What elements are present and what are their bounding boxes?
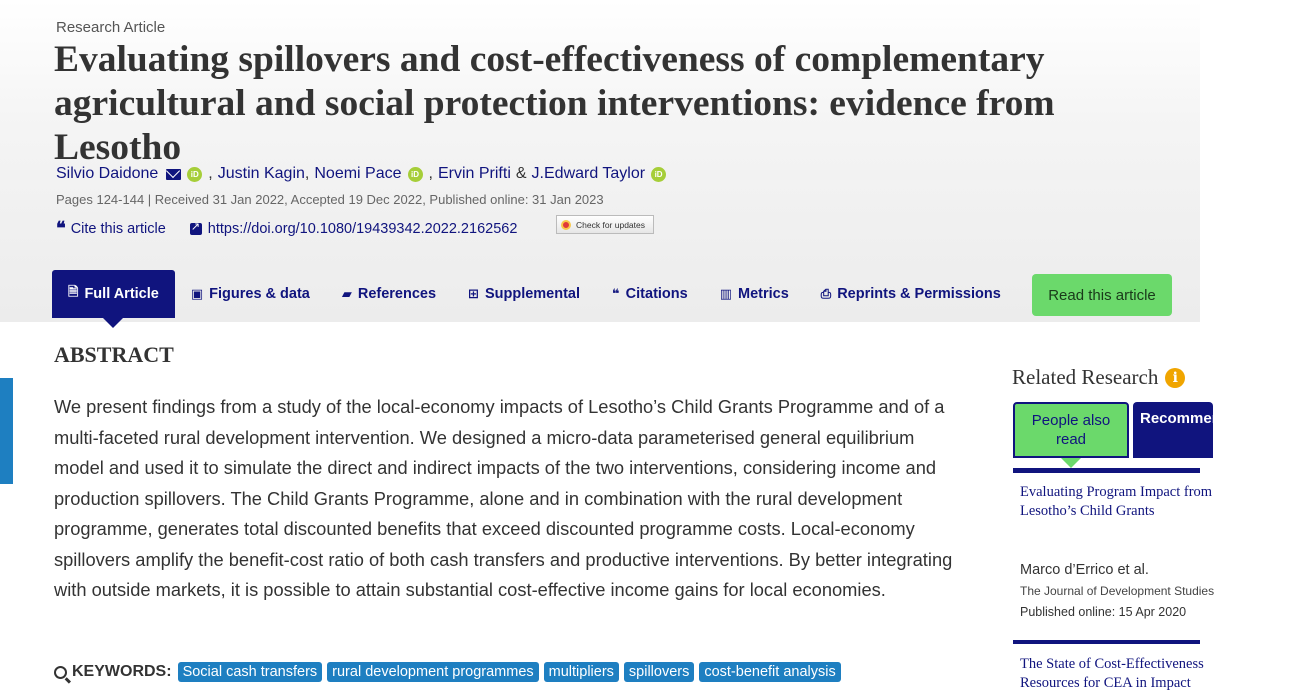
tab-reprints-permissions[interactable]: [805, 270, 1017, 318]
publication-info: Pages 124-144 | Received 31 Jan 2022, Accepted 19 Dec 2022, Published online: 31 Jan 2023: [56, 192, 604, 207]
abstract-heading: ABSTRACT: [54, 342, 174, 367]
keywords-label: [54, 663, 172, 681]
related-divider: [1013, 468, 1200, 473]
keyword-tag[interactable]: multipliers: [544, 662, 619, 682]
quote-icon: ❝: [612, 286, 620, 302]
tab-people-also-read[interactable]: People also read: [1013, 402, 1129, 458]
related-research-title: Related Research: [1012, 365, 1159, 389]
tab-citations[interactable]: [596, 270, 704, 318]
author-link[interactable]: J.Edward Taylor: [531, 165, 646, 182]
related-article-journal: The Journal of Development Studies: [1020, 584, 1215, 598]
quote-icon: ❝: [56, 218, 66, 239]
related-divider: [1013, 640, 1200, 644]
keyword-tag[interactable]: cost-benefit analysis: [699, 662, 840, 682]
related-article-author: Marco d’Errico et al.: [1020, 562, 1149, 578]
check-for-updates-button[interactable]: [556, 215, 654, 234]
author-link[interactable]: Ervin Prifti: [437, 165, 511, 182]
tab-label: References: [357, 286, 437, 302]
doi-link[interactable]: [166, 221, 518, 237]
related-article-date: Published online: 15 Apr 2020: [1020, 605, 1187, 619]
author-separator: ,: [428, 165, 433, 182]
crossmark-icon: [561, 220, 571, 230]
article-type-label: Research Article: [56, 19, 166, 36]
author-list: [56, 165, 672, 183]
email-icon[interactable]: [166, 169, 181, 180]
abstract-text: We present findings from a study of the local-economy impacts of Lesotho’s Child Grants Programme and of a multi-faceted rural development intervention. We designed a micro-data parameterised general equilibrium model and used it to simulate the direct and indirect impacts of the two interventions, considering income and production spillovers. The Child Grants Programme, alone and in combination with the rural development programme, generates total discounted benefits that exceed discounted programme costs. Local-economy spillovers amplify the benefit-cost ratio of both cash transfers and productive interventions. By better integrating with outside markets, it is possible to attain substantial cost-effective income gains for local economies.: [54, 396, 953, 600]
side-share-tab[interactable]: [0, 378, 13, 484]
tab-recommended-articles[interactable]: Recommended articles: [1133, 402, 1213, 458]
tab-label: Citations: [625, 286, 688, 302]
article-title: Evaluating spillovers and cost-effectiveness of complementary agricultural and social protection interventions: evidence from Lesotho: [54, 39, 1055, 168]
plus-icon: ⊞: [468, 286, 479, 302]
tab-supplemental[interactable]: [452, 270, 596, 318]
keyword-tag[interactable]: Social cash transfers: [178, 662, 323, 682]
author-link[interactable]: Silvio Daidone: [56, 165, 159, 182]
doi-label: https://doi.org/10.1080/19439342.2022.2162562: [207, 221, 518, 237]
bar-chart-icon: ▥: [719, 286, 732, 302]
orcid-icon[interactable]: iD: [408, 167, 423, 182]
cite-article-label: Cite this article: [70, 221, 166, 237]
orcid-icon[interactable]: iD: [651, 167, 666, 182]
tab-metrics[interactable]: [704, 270, 805, 318]
tab-label: Reprints & Permissions: [837, 286, 1001, 302]
external-link-icon: [190, 223, 202, 235]
tab-references[interactable]: [326, 270, 452, 318]
related-research-heading: [1012, 365, 1185, 390]
tab-label: Full Article: [84, 286, 159, 302]
read-this-article-button[interactable]: Read this article: [1032, 274, 1172, 316]
author-link[interactable]: Justin Kagin: [217, 165, 305, 182]
author-separator: ,: [304, 165, 310, 182]
info-icon[interactable]: i: [1165, 368, 1185, 388]
print-icon: ⎙: [820, 286, 832, 302]
book-icon: ▰: [341, 286, 352, 302]
keywords-row: [54, 662, 846, 682]
tab-label: Metrics: [738, 286, 789, 302]
article-tabs: [52, 270, 1017, 318]
keyword-tag[interactable]: spillovers: [624, 662, 694, 682]
tab-full-article[interactable]: [52, 270, 175, 318]
tab-label: Supplemental: [484, 286, 581, 302]
cite-article-link[interactable]: [56, 218, 166, 239]
author-link[interactable]: Noemi Pace: [314, 165, 402, 182]
author-separator: &: [515, 165, 527, 182]
tab-figures-data[interactable]: [175, 270, 326, 318]
related-article-title[interactable]: The State of Cost-Effectiveness Resources for CEA in Impact: [1020, 656, 1204, 691]
keywords-label-text: KEYWORDS:: [72, 663, 172, 680]
keyword-tag[interactable]: rural development programmes: [327, 662, 538, 682]
check-updates-label: Check for updates: [576, 219, 645, 230]
tab-label: Figures & data: [209, 286, 310, 302]
orcid-icon[interactable]: iD: [187, 167, 202, 182]
author-separator: ,: [208, 165, 213, 182]
document-icon: 🗎: [68, 285, 79, 300]
image-icon: ▣: [190, 286, 204, 302]
search-icon: [54, 666, 67, 679]
related-article-title[interactable]: Evaluating Program Impact from Lesotho’s Child Grants: [1020, 484, 1213, 519]
article-links-row: [56, 218, 518, 239]
